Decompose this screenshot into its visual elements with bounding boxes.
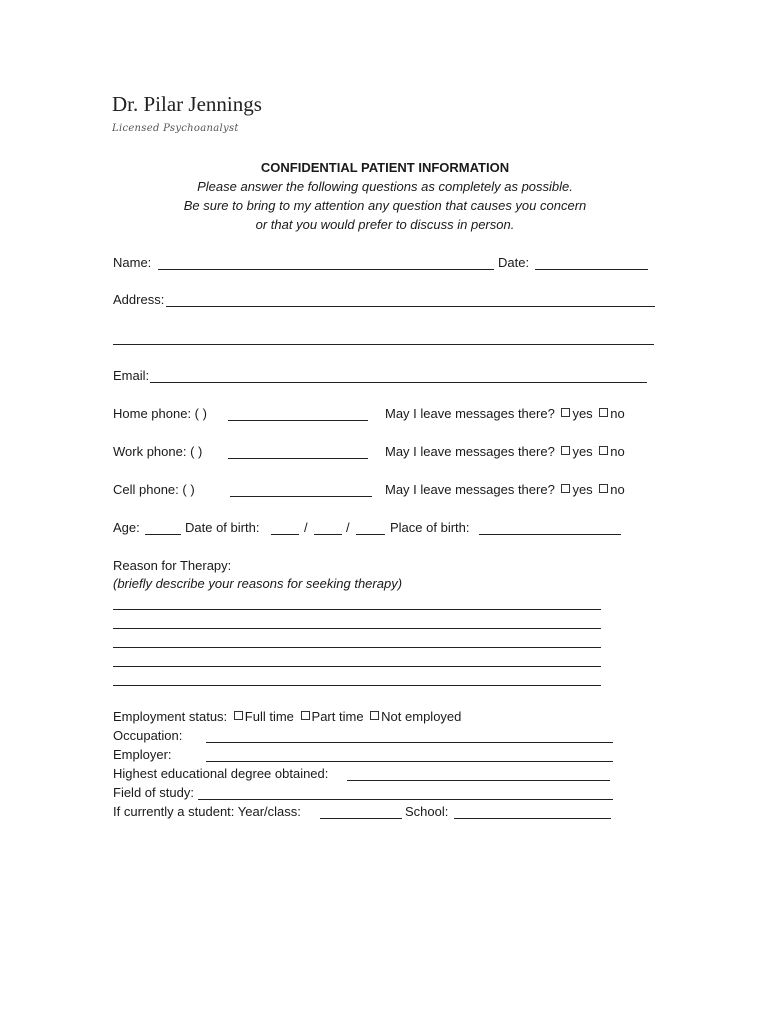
instruction-line-1: Please answer the following questions as completely as possible. [197,179,573,194]
student-label: If currently a student: Year/class: [113,804,301,819]
work-messages-question: May I leave messages there? [385,444,555,459]
form-title: CONFIDENTIAL PATIENT INFORMATION [260,160,510,175]
reason-label: Reason for Therapy: [113,558,232,573]
email-field[interactable] [150,382,647,383]
employment-status-label: Employment status: [113,709,228,724]
home-no-checkbox[interactable] [599,408,608,417]
cell-messages-row [385,482,625,497]
reason-line-2[interactable] [113,628,601,629]
employer-label: Employer: [113,747,172,762]
work-yes-label: yes [572,444,593,459]
field-of-study-field[interactable] [198,799,613,800]
occupation-field[interactable] [206,742,613,743]
not-employed-checkbox[interactable] [370,711,379,720]
doctor-name: Dr. Pilar Jennings [112,92,262,116]
dob-year-field[interactable] [356,534,385,535]
home-messages-question: May I leave messages there? [385,406,555,421]
year-class-field[interactable] [320,818,402,819]
date-field[interactable] [535,269,648,270]
cell-phone-label: Cell phone: ( ) [113,482,195,497]
dob-day-field[interactable] [314,534,342,535]
place-of-birth-field[interactable] [479,534,621,535]
name-label: Name: [113,255,152,270]
work-phone-field[interactable] [228,458,368,459]
part-time-label: Part time [311,709,364,724]
employment-status-row [113,709,461,724]
address-field-2[interactable] [113,344,654,345]
age-label: Age: [113,520,140,535]
occupation-label: Occupation: [113,728,183,743]
school-field[interactable] [454,818,611,819]
dob-slash-2: / [346,520,350,535]
employer-field[interactable] [206,761,613,762]
full-time-checkbox[interactable] [234,711,243,720]
reason-line-5[interactable] [113,685,601,686]
address-field-1[interactable] [166,306,655,307]
home-phone-field[interactable] [228,420,368,421]
cell-yes-label: yes [572,482,593,497]
education-field[interactable] [347,780,610,781]
reason-hint: (briefly describe your reasons for seeking therapy) [113,576,403,591]
full-time-label: Full time [244,709,294,724]
home-yes-checkbox[interactable] [561,408,570,417]
age-field[interactable] [145,534,181,535]
cell-no-label: no [610,482,625,497]
doctor-subtitle: Licensed Psychoanalyst [112,123,239,134]
part-time-checkbox[interactable] [301,711,310,720]
reason-line-4[interactable] [113,666,601,667]
dob-label: Date of birth: [185,520,260,535]
work-no-label: no [610,444,625,459]
work-phone-label: Work phone: ( ) [113,444,203,459]
dob-month-field[interactable] [271,534,299,535]
work-no-checkbox[interactable] [599,446,608,455]
instruction-line-3: or that you would prefer to discuss in person. [255,217,515,232]
date-label: Date: [498,255,530,270]
work-yes-checkbox[interactable] [561,446,570,455]
place-of-birth-label: Place of birth: [390,520,470,535]
instruction-line-2: Be sure to bring to my attention any question that causes you concern [183,198,587,213]
home-no-label: no [610,406,625,421]
field-of-study-label: Field of study: [113,785,194,800]
work-messages-row [385,444,625,459]
home-yes-label: yes [572,406,593,421]
name-field[interactable] [158,269,494,270]
dob-slash-1: / [304,520,308,535]
email-label: Email: [113,368,150,383]
home-messages-row [385,406,625,421]
reason-line-3[interactable] [113,647,601,648]
address-label: Address: [113,292,165,307]
home-phone-label: Home phone: ( ) [113,406,207,421]
school-label: School: [405,804,449,819]
cell-phone-field[interactable] [230,496,372,497]
cell-no-checkbox[interactable] [599,484,608,493]
cell-messages-question: May I leave messages there? [385,482,555,497]
education-label: Highest educational degree obtained: [113,766,329,781]
reason-line-1[interactable] [113,609,601,610]
cell-yes-checkbox[interactable] [561,484,570,493]
not-employed-label: Not employed [381,709,462,724]
